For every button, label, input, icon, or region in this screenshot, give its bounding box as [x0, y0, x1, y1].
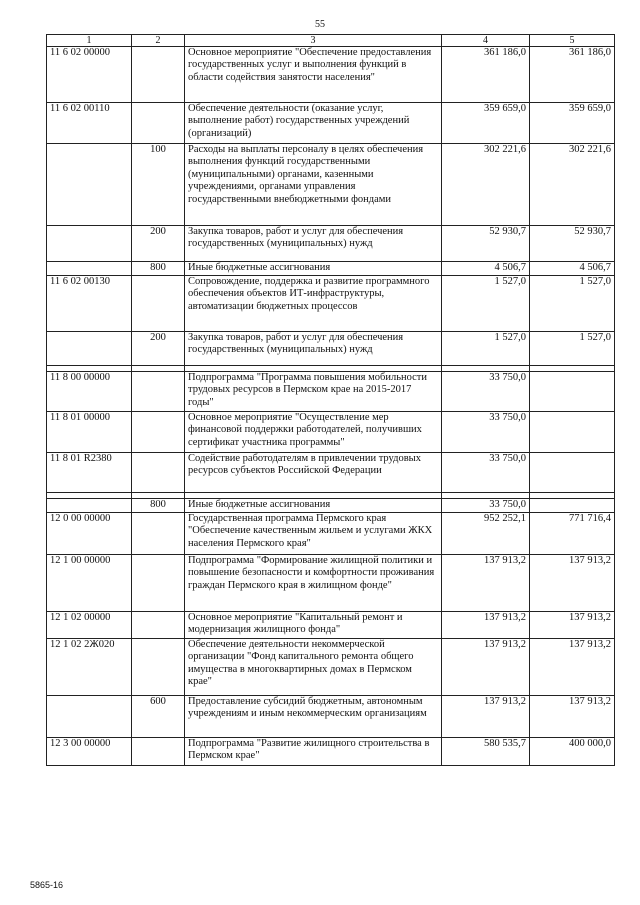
document-footer-code: 5865-16: [30, 880, 64, 890]
column-header: 1: [47, 35, 132, 47]
amount-cell: 361 186,0: [442, 47, 530, 103]
budget-table: [46, 34, 615, 766]
code-cell: 11 8 01 00000: [47, 412, 132, 453]
expense-type-cell: 100: [132, 144, 185, 226]
expense-type-cell: 800: [132, 262, 185, 276]
code-cell: [47, 499, 132, 513]
amount-cell: 52 930,7: [530, 226, 615, 262]
amount-cell: 33 750,0: [442, 499, 530, 513]
amount-cell: 137 913,2: [530, 696, 615, 738]
code-cell: 11 8 00 00000: [47, 372, 132, 412]
column-header: 5: [530, 35, 615, 47]
expense-type-cell: [132, 372, 185, 412]
expense-type-cell: [132, 412, 185, 453]
amount-cell: 4 506,7: [442, 262, 530, 276]
expense-type-cell: [132, 639, 185, 696]
code-cell: 12 1 02 00000: [47, 612, 132, 639]
column-header: 4: [442, 35, 530, 47]
name-cell: Подпрограмма "Развитие жилищного строительства в Пермском крае": [185, 738, 442, 766]
page-number: 55: [315, 19, 325, 30]
code-cell: 11 8 01 R2380: [47, 453, 132, 493]
amount-cell: 359 659,0: [530, 103, 615, 144]
amount-cell: [530, 372, 615, 412]
table-row: [47, 372, 615, 412]
table-row: [47, 453, 615, 493]
name-cell: Подпрограмма "Программа повышения мобильности трудовых ресурсов в Пермском крае на 2015-2017 годы": [185, 372, 442, 412]
amount-cell: 302 221,6: [530, 144, 615, 226]
amount-cell: [530, 412, 615, 453]
amount-cell: 33 750,0: [442, 372, 530, 412]
table-header-row: [47, 35, 615, 47]
name-cell: Подпрограмма "Формирование жилищной политики и повышение безопасности и комфортности проживания граждан Пермского края в жилищном фонде": [185, 555, 442, 612]
expense-type-cell: [132, 738, 185, 766]
name-cell: Закупка товаров, работ и услуг для обеспечения государственных (муниципальных) нужд: [185, 226, 442, 262]
amount-cell: 1 527,0: [530, 332, 615, 366]
code-cell: [47, 696, 132, 738]
table-row: [47, 738, 615, 766]
table-row: [47, 612, 615, 639]
amount-cell: 137 913,2: [530, 555, 615, 612]
expense-type-cell: [132, 612, 185, 639]
table-row: [47, 696, 615, 738]
code-cell: 12 1 00 00000: [47, 555, 132, 612]
amount-cell: [530, 453, 615, 493]
code-cell: 11 6 02 00110: [47, 103, 132, 144]
expense-type-cell: 800: [132, 499, 185, 513]
name-cell: Основное мероприятие "Осуществление мер финансовой поддержки работодателей, получивших сертификат участника программы": [185, 412, 442, 453]
amount-cell: 33 750,0: [442, 453, 530, 493]
expense-type-cell: 200: [132, 226, 185, 262]
expense-type-cell: [132, 453, 185, 493]
code-cell: 12 3 00 00000: [47, 738, 132, 766]
table-row: [47, 639, 615, 696]
code-cell: [47, 144, 132, 226]
amount-cell: 359 659,0: [442, 103, 530, 144]
name-cell: Сопровождение, поддержка и развитие программного обеспечения объектов ИТ-инфраструктуры, автоматизации бюджетных процессов: [185, 276, 442, 332]
amount-cell: 137 913,2: [530, 639, 615, 696]
name-cell: Предоставление субсидий бюджетным, автономным учреждениям и иным некоммерческим организациям: [185, 696, 442, 738]
amount-cell: 137 913,2: [442, 612, 530, 639]
amount-cell: 952 252,1: [442, 513, 530, 555]
code-cell: 12 0 00 00000: [47, 513, 132, 555]
code-cell: [47, 226, 132, 262]
name-cell: Иные бюджетные ассигнования: [185, 499, 442, 513]
amount-cell: 1 527,0: [530, 276, 615, 332]
amount-cell: 137 913,2: [442, 696, 530, 738]
table-row: [47, 513, 615, 555]
amount-cell: 1 527,0: [442, 332, 530, 366]
name-cell: Обеспечение деятельности (оказание услуг, выполнение работ) государственных учреждений (организаций): [185, 103, 442, 144]
name-cell: Закупка товаров, работ и услуг для обеспечения государственных (муниципальных) нужд: [185, 332, 442, 366]
table-row: [47, 555, 615, 612]
name-cell: Содействие работодателям в привлечении трудовых ресурсов субъектов Российской Федерации: [185, 453, 442, 493]
expense-type-cell: [132, 103, 185, 144]
amount-cell: 1 527,0: [442, 276, 530, 332]
expense-type-cell: 200: [132, 332, 185, 366]
amount-cell: 580 535,7: [442, 738, 530, 766]
amount-cell: 400 000,0: [530, 738, 615, 766]
expense-type-cell: [132, 47, 185, 103]
table-row: [47, 332, 615, 366]
expense-type-cell: [132, 513, 185, 555]
code-cell: [47, 332, 132, 366]
name-cell: Расходы на выплаты персоналу в целях обеспечения выполнения функций государственными (муниципальными) органами, казенными учреждениями, органами управления государственными внебюджетными фондами: [185, 144, 442, 226]
table-row: [47, 47, 615, 103]
name-cell: Основное мероприятие "Обеспечение предоставления государственных услуг и выполнения функций в области содействия занятости населения": [185, 47, 442, 103]
expense-type-cell: [132, 276, 185, 332]
amount-cell: 137 913,2: [442, 555, 530, 612]
amount-cell: 302 221,6: [442, 144, 530, 226]
table-row: [47, 412, 615, 453]
amount-cell: 52 930,7: [442, 226, 530, 262]
amount-cell: 137 913,2: [442, 639, 530, 696]
code-cell: 11 6 02 00130: [47, 276, 132, 332]
name-cell: Иные бюджетные ассигнования: [185, 262, 442, 276]
column-header: 3: [185, 35, 442, 47]
code-cell: 11 6 02 00000: [47, 47, 132, 103]
name-cell: Государственная программа Пермского края "Обеспечение качественным жильем и услугами ЖКХ населения Пермского края": [185, 513, 442, 555]
amount-cell: 771 716,4: [530, 513, 615, 555]
amount-cell: 4 506,7: [530, 262, 615, 276]
code-cell: [47, 262, 132, 276]
table-row: [47, 499, 615, 513]
name-cell: Основное мероприятие "Капитальный ремонт и модернизация жилищного фонда": [185, 612, 442, 639]
table-row: [47, 103, 615, 144]
code-cell: 12 1 02 2Ж020: [47, 639, 132, 696]
table-row: [47, 276, 615, 332]
expense-type-cell: 600: [132, 696, 185, 738]
table-row: [47, 226, 615, 262]
amount-cell: 137 913,2: [530, 612, 615, 639]
expense-type-cell: [132, 555, 185, 612]
amount-cell: 361 186,0: [530, 47, 615, 103]
column-header: 2: [132, 35, 185, 47]
amount-cell: [530, 499, 615, 513]
amount-cell: 33 750,0: [442, 412, 530, 453]
table-row: [47, 144, 615, 226]
table-row: [47, 262, 615, 276]
name-cell: Обеспечение деятельности некоммерческой организации "Фонд капитального ремонта общего имущества в многоквартирных домах в Пермском крае": [185, 639, 442, 696]
